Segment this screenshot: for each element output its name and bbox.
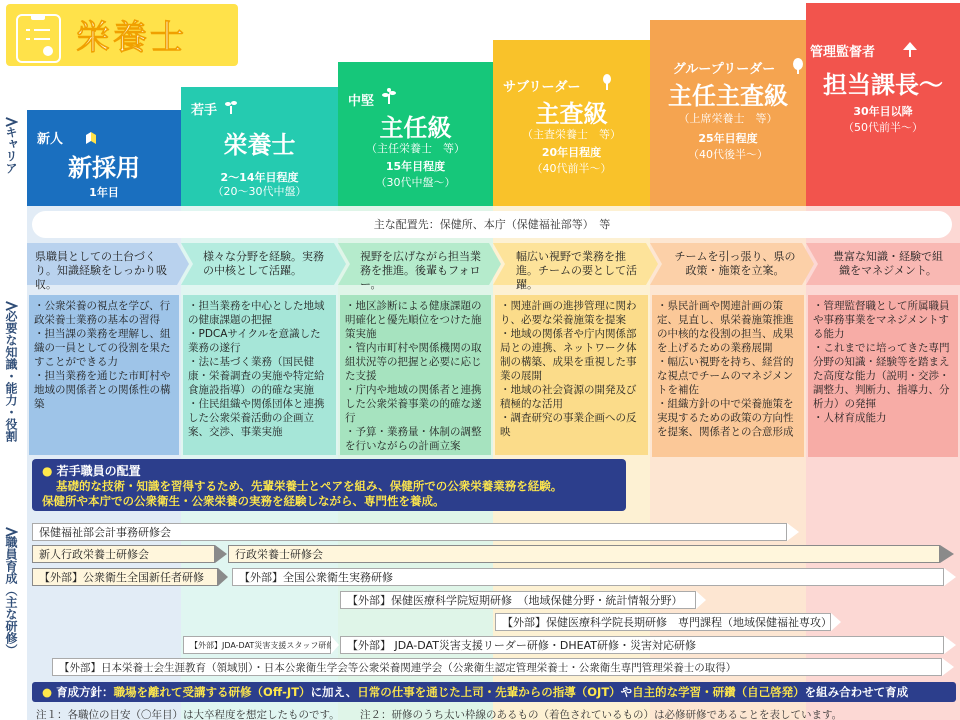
level-card-6 — [806, 3, 960, 206]
arrow-head — [787, 523, 799, 541]
level-sub: （上席栄養士 等） — [678, 112, 778, 125]
arrow-head — [942, 658, 954, 676]
duty-box-1 — [29, 295, 179, 455]
duty-box-2 — [183, 295, 336, 455]
level-years: 1年目 — [89, 186, 119, 199]
level-title: 主任級 — [379, 114, 452, 142]
young-staff-title-text: 若手職員の配置 — [56, 464, 141, 478]
duty-item: ・担当課の業務を理解し、組織の一員としての役割を果たすことができる力 — [34, 328, 171, 368]
policy-text: に加え、 — [310, 685, 358, 699]
duty-item: ・住民組織や関係団体と連携した公衆栄養活動の企画立案、交渉、事業実施 — [188, 398, 325, 438]
duty-item: ・関連計画の進捗管理に関わり、必要な栄養施策を提案 — [500, 300, 637, 326]
duty-box-6 — [808, 295, 958, 457]
duty-item: ・地域の関係者や庁内関係部局との連携、ネットワーク体制の構築、成果を重視した事業の展開 — [500, 328, 637, 382]
level-years: 20年目程度 — [541, 146, 602, 159]
band-text-3: 視野を広げながら担当業務を推進。後輩もフォロー。 — [360, 250, 481, 291]
arrow-head — [696, 591, 706, 609]
level-role: サブリーダー — [503, 80, 581, 95]
training-bar-5: 【外部】全国公衆衛生実務研修 — [232, 568, 944, 586]
duty-item: ・PDCAサイクルを意識した業務の遂行 — [188, 328, 321, 354]
level-card-1 — [27, 110, 181, 206]
training-bar-7: 【外部】保健医療科学院長期研修 専門課程（地域保健福祉専攻） — [495, 613, 831, 631]
level-age: （40代前半～） — [531, 162, 612, 175]
young-staff-text — [42, 479, 616, 509]
band-text-1: 県職員としての土台づくり。知識経験をしっかり吸収。 — [35, 250, 167, 291]
duty-box-3 — [340, 295, 491, 455]
level-role: 管理監督者 — [810, 45, 876, 60]
level-years: 15年目程度 — [385, 160, 446, 173]
duty-item: ・庁内や地域の関係者と連携した公衆栄養事業の的確な遂行 — [345, 384, 482, 424]
duty-item: ・幅広い視野を持ち、経営的な視点でチームのマネジメントを補佐 — [657, 356, 794, 396]
duty-item: ・地域の社会資源の開発及び積極的な活用 — [500, 384, 637, 410]
duty-item: ・公衆栄養の視点を学び、行政栄養士業務の基本の習得 — [34, 300, 171, 326]
duty-item: ・管内市町村や関係機関の取組状況等の把握と必要に応じた支援 — [345, 342, 482, 382]
training-bar-10: 【外部】日本栄養士会生涯教育（領域別）・日本公衆衛生学会等公衆栄養関連学会（公衆衛生認定管理栄養士・公衆衛生専門管理栄養士の取得） — [52, 658, 942, 676]
placement-banner: 主な配置先：保健所、本庁（保健福祉部等） 等 — [32, 211, 952, 238]
level-age: （50代前半～） — [843, 121, 923, 134]
arrow-head — [831, 613, 841, 631]
duty-item: ・人材育成能力 — [813, 412, 887, 424]
level-role: 中堅 — [348, 94, 375, 109]
arrow-head — [215, 545, 227, 563]
level-role: グループリーダー — [672, 62, 776, 77]
level-title: 栄養士 — [223, 131, 296, 159]
beginner-mark-icon — [85, 130, 97, 149]
band-text-4: 幅広い視野で業務を推進。チームの要として活躍。 — [516, 250, 637, 291]
arrow-head — [944, 568, 956, 586]
page-title: 栄養士 — [76, 18, 187, 58]
policy-offjt: 職場を離れて受講する研修（Off-JT） — [113, 685, 311, 699]
level-card-2 — [181, 87, 338, 206]
level-age: （40代後半～） — [688, 148, 768, 161]
level-title: 新採用 — [68, 154, 140, 182]
clipboard-icon — [16, 14, 61, 63]
policy-self-development: 自主的な学習・研鑽（自己啓発） — [632, 685, 805, 699]
level-card-3 — [338, 62, 493, 206]
section-label-career: キャリア — [4, 126, 18, 174]
level-card-4 — [493, 40, 650, 206]
young-staff-line-1: 基礎的な技術・知識を習得するため、先輩栄養士とペアを組み、保健所での公衆栄養業務を経験。 — [56, 479, 563, 493]
level-sub: （主査栄養士 等） — [522, 128, 621, 141]
level-years: 30年目以降 — [853, 105, 913, 118]
bud-icon — [601, 74, 613, 94]
level-role: 若手 — [191, 103, 218, 118]
duty-item: ・予算・業務量・体制の調整を行いながらの計画立案 — [345, 426, 482, 452]
training-bar-6: 【外部】保健医療科学院短期研修 （地域保健分野・統計情報分野） — [340, 591, 696, 609]
young-staff-title — [42, 462, 616, 479]
lightbulb-icon: ● — [42, 464, 53, 478]
arrow-head — [331, 636, 339, 654]
level-title: 主任主査級 — [668, 82, 788, 110]
duty-box-4 — [495, 295, 648, 455]
duty-item: ・調査研究の事業企画への反映 — [500, 412, 637, 438]
arrow-head — [218, 568, 228, 586]
level-age: （20～30代中盤） — [212, 185, 307, 198]
young-staff-line-2: 保健所や本庁での公衆衛生・公衆栄養の実務を経験しながら、専門性を養成。 — [42, 494, 445, 508]
band-text-2: 様々な分野を経験。実務の中核として活躍。 — [203, 250, 324, 277]
band-text-5: チームを引っ張り、県の政策・施策を立案。 — [674, 250, 796, 277]
level-age: （30代中盤～） — [375, 176, 456, 189]
training-bar-9: 【外部】 JDA-DAT災害支援リーダー研修・DHEAT研修・災害対応研修 — [340, 636, 944, 654]
level-role: 新人 — [37, 132, 64, 147]
duty-item: ・県民計画や関連計画の策定、見直し、県栄養施策推進の中核的な役割の担当、成果を上げるための業務展開 — [657, 300, 794, 354]
duty-item: ・これまでに培ってきた専門分野の知識・経験等を踏まえた高度な能力（説明・交渉・調整力、判断力、指導力、分析力）の発揮 — [813, 342, 950, 410]
arrow-head — [940, 545, 954, 563]
policy-ojt: 日常の仕事を通じた上司・先輩からの指導（OJT） — [357, 685, 621, 699]
level-title: 主査級 — [535, 100, 608, 128]
young-staff-placement-box — [32, 459, 626, 511]
duty-box-5 — [652, 295, 804, 457]
duty-item: ・地区診断による健康課題の明確化と優先順位をつけた施策実施 — [345, 300, 482, 340]
tree-icon — [792, 58, 804, 78]
plant-icon — [382, 88, 396, 108]
training-bar-4: 【外部】公衆衛生全国新任者研修 — [32, 568, 218, 586]
level-years: 25年目程度 — [698, 132, 758, 145]
title-badge — [6, 4, 238, 66]
policy-text: や — [620, 685, 633, 699]
sprout-icon — [225, 99, 237, 118]
duty-item: ・組織方針の中で栄養施策を実現するための政策の方向性を提案、関係者との合意形成 — [657, 398, 794, 438]
duty-item: ・法に基づく業務（国民健康・栄養調査の実施や特定給食施設指導）の的確な実施 — [188, 356, 325, 396]
duty-item: ・担当業務を中心とした地域の健康課題の把握 — [188, 300, 325, 326]
level-years: 2～14年目程度 — [220, 171, 299, 184]
policy-lead: 育成方針： — [56, 685, 114, 699]
arrow-head — [944, 636, 956, 654]
footnote-2: 注２：研修のうち太い枠線のあるもの（着色されているもの）は必修研修であることを表しています。 — [360, 709, 843, 720]
footnote-1: 注１：各職位の目安（〇年目）は大卒程度を想定したものです。 — [36, 709, 340, 720]
section-label-training: 職員育成（主な研修） — [4, 536, 18, 656]
band-text-6: 豊富な知識・経験で組織をマネジメント。 — [833, 250, 943, 277]
policy-text: を組み合わせて育成 — [804, 685, 909, 699]
duty-item: ・管理監督職として所属職員や事務事業をマネジメントする能力 — [813, 300, 950, 340]
duty-item: ・担当業務を通じた市町村や地域の関係者との関係性の構築 — [34, 370, 171, 410]
lightbulb-icon: ● — [42, 685, 53, 699]
training-bar-8: 【外部】JDA-DAT災害支援スタッフ研修 — [183, 636, 331, 654]
section-label-skills: 必要な知識・能力・役割 — [4, 310, 18, 442]
training-bar-3: 行政栄養士研修会 — [228, 545, 940, 563]
level-sub: （主任栄養士 等） — [366, 142, 465, 155]
training-bar-1: 保健福祉部会計事務研修会 — [32, 523, 787, 541]
level-card-5 — [650, 20, 806, 206]
training-bar-2: 新人行政栄養士研修会 — [32, 545, 215, 563]
big-tree-icon — [902, 41, 918, 61]
level-title: 担当課長～ — [823, 71, 943, 99]
training-policy-box — [32, 682, 956, 702]
